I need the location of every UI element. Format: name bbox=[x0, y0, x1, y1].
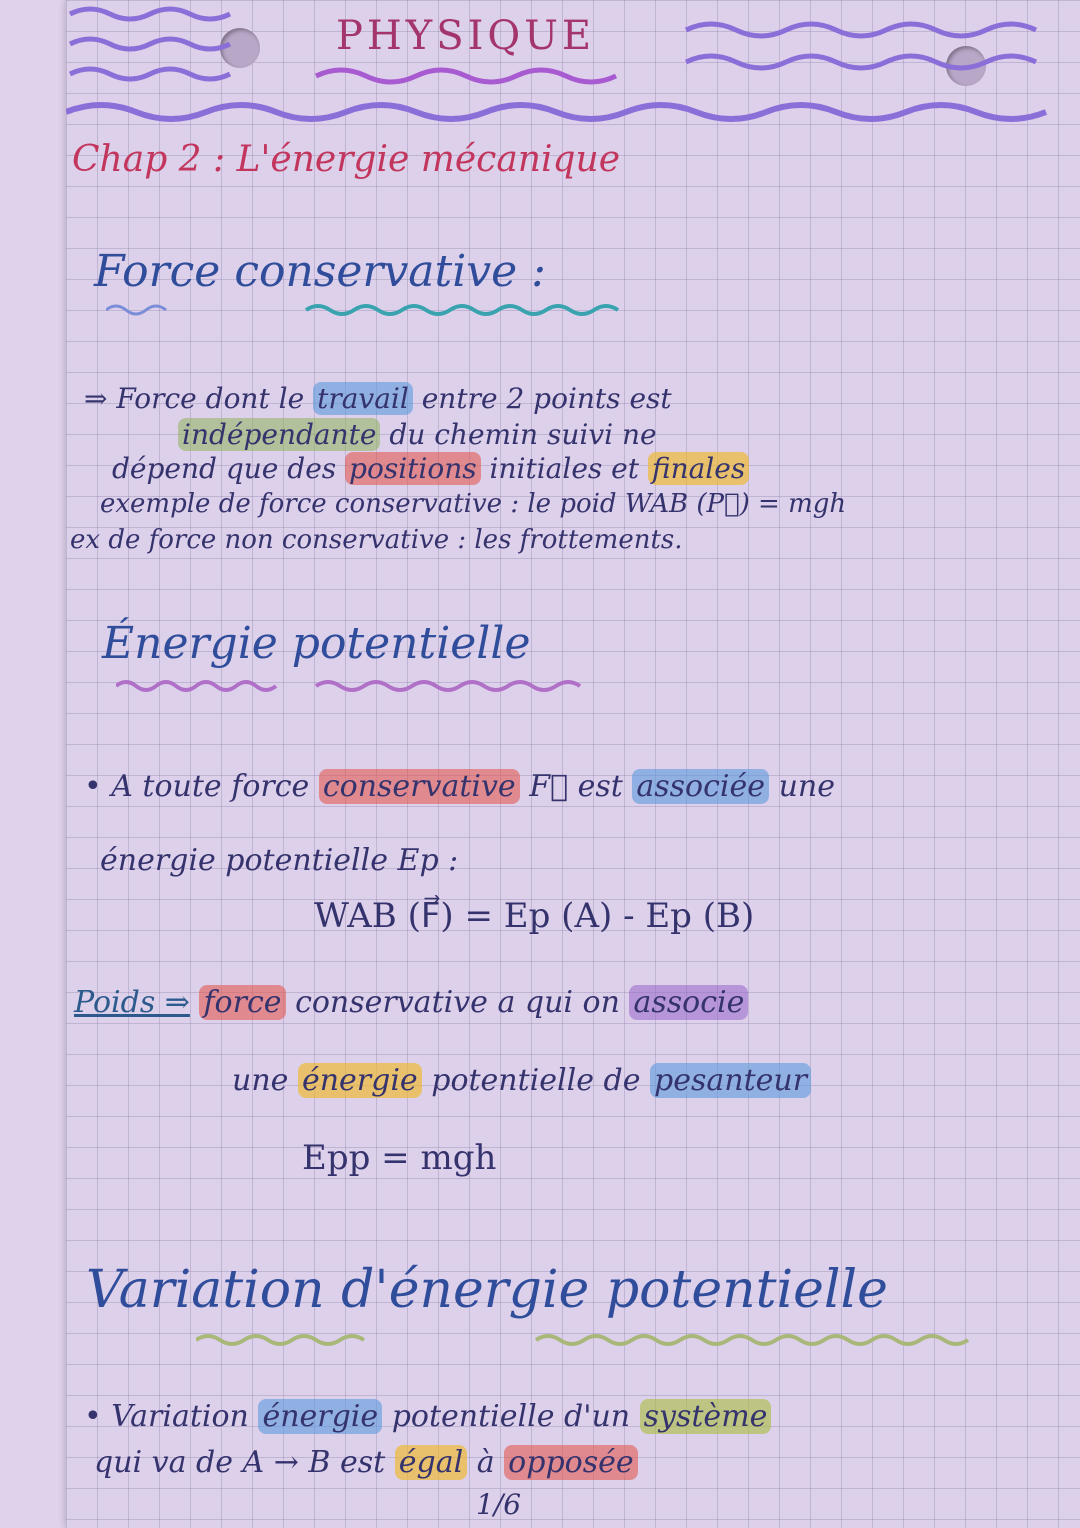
chapter-title: Chap 2 : L'énergie mécanique bbox=[72, 139, 621, 180]
text-line: • Variation énergie potentielle d'un système bbox=[84, 1400, 771, 1433]
formula-work-energy: WAB (F⃗) = Ep (A) - Ep (B) bbox=[314, 896, 755, 936]
text-line: ex de force non conservative : les frottements. bbox=[70, 525, 683, 555]
text-line: ⇒ Force dont le travail entre 2 points est bbox=[84, 382, 672, 415]
text-line: qui va de A → B est égal à opposée bbox=[94, 1446, 638, 1479]
text-line: exemple de force conservative : le poid WAB (P⃗) = mgh bbox=[100, 489, 847, 519]
heading-underline bbox=[116, 676, 636, 696]
text-line: dépend que des positions initiales et finales bbox=[112, 454, 749, 485]
heading-variation: Variation d'énergie potentielle bbox=[86, 1260, 888, 1320]
page-number: 1/6 bbox=[476, 1488, 522, 1521]
page-title: PHYSIQUE bbox=[336, 13, 596, 59]
heading-force-conservative: Force conservative : bbox=[94, 246, 546, 297]
notebook-page bbox=[66, 0, 1080, 1528]
text-line: indépendante du chemin suivi ne bbox=[178, 420, 657, 451]
text-line: une énergie potentielle de pesanteur bbox=[232, 1064, 811, 1097]
formula-epp: Epp = mgh bbox=[302, 1138, 497, 1178]
heading-underline bbox=[196, 1330, 996, 1350]
text-line: énergie potentielle Ep : bbox=[100, 843, 459, 878]
text-line: • A toute force conservative F⃗ est associée une bbox=[84, 769, 835, 804]
text-line: Poids ⇒ force conservative a qui on associe bbox=[74, 986, 748, 1019]
heading-energie-potentielle: Énergie potentielle bbox=[102, 618, 531, 669]
heading-underline bbox=[106, 300, 666, 322]
